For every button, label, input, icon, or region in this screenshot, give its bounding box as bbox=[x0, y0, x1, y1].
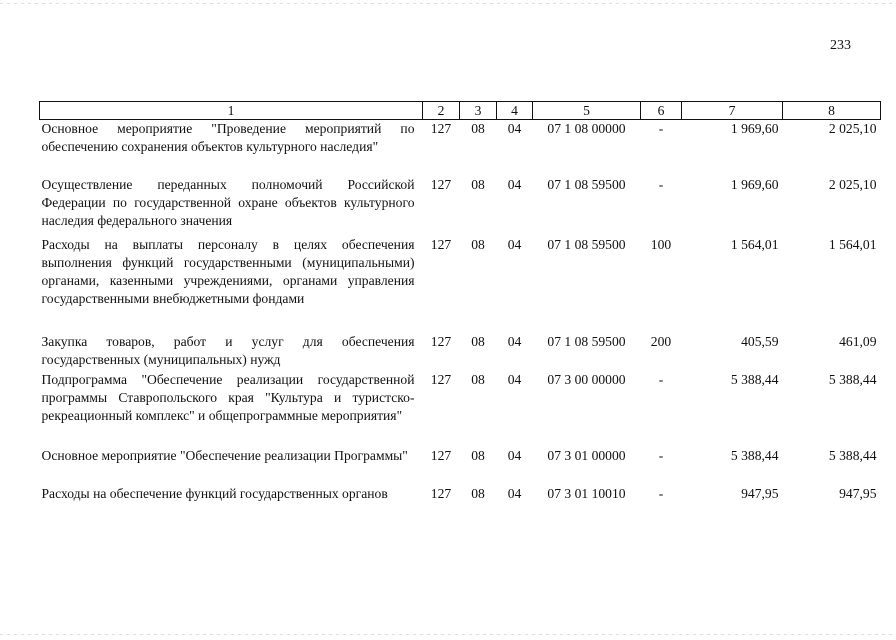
row-section: 08 bbox=[471, 333, 485, 349]
table-row bbox=[40, 120, 881, 176]
row-sum-year1: 5 388,44 bbox=[730, 371, 779, 387]
row-target: 07 3 00 00000 bbox=[547, 371, 626, 387]
row-section: 08 bbox=[471, 447, 485, 463]
row-ministry: 127 bbox=[430, 121, 452, 136]
row-sum-year1: 947,95 bbox=[741, 485, 779, 501]
row-expense-type: - bbox=[658, 121, 664, 136]
row-sum-year2: 2 025,10 bbox=[828, 121, 877, 136]
row-ministry: 127 bbox=[430, 447, 452, 463]
table-row bbox=[40, 333, 881, 371]
row-name: Закупка товаров, работ и услуг для обеспечения государственных (муниципальных) нужд bbox=[41, 333, 415, 367]
row-section: 08 bbox=[471, 236, 485, 252]
budget-table bbox=[39, 101, 881, 523]
header-cell: 8 bbox=[783, 102, 881, 120]
row-ministry: 127 bbox=[430, 485, 452, 501]
row-sum-year2: 5 388,44 bbox=[828, 447, 877, 463]
row-section: 08 bbox=[471, 371, 485, 387]
row-ministry: 127 bbox=[430, 176, 452, 192]
row-target: 07 1 08 00000 bbox=[547, 121, 626, 136]
row-target: 07 3 01 10010 bbox=[547, 485, 626, 501]
row-sum-year1: 5 388,44 bbox=[730, 447, 779, 463]
table-row bbox=[40, 236, 881, 333]
row-sum-year2: 947,95 bbox=[839, 485, 877, 501]
row-name: Расходы на выплаты персоналу в целях обеспечения выполнения функций государственными (муниципальными) органами, казенными учреждениями, органами управления государственными внебюджетными фондами bbox=[41, 236, 415, 306]
row-subsection: 04 bbox=[507, 333, 522, 349]
row-section: 08 bbox=[471, 176, 485, 192]
header-cell: 1 bbox=[40, 102, 423, 120]
row-expense-type: - bbox=[658, 371, 664, 387]
row-sum-year2: 2 025,10 bbox=[828, 176, 877, 192]
header-row bbox=[40, 102, 881, 120]
header-cell: 6 bbox=[641, 102, 682, 120]
row-section: 08 bbox=[471, 485, 485, 501]
row-ministry: 127 bbox=[430, 333, 452, 349]
row-ministry: 127 bbox=[430, 371, 452, 387]
row-expense-type: - bbox=[658, 485, 664, 501]
row-name: Расходы на обеспечение функций государственных органов bbox=[41, 485, 388, 501]
row-target: 07 1 08 59500 bbox=[547, 236, 626, 252]
row-expense-type: - bbox=[658, 447, 664, 463]
header-cell: 4 bbox=[497, 102, 533, 120]
page-number: 233 bbox=[830, 38, 851, 53]
header-cell: 7 bbox=[682, 102, 783, 120]
header-cell: 3 bbox=[460, 102, 497, 120]
row-sum-year2: 1 564,01 bbox=[828, 236, 877, 252]
table-row bbox=[40, 447, 881, 485]
row-subsection: 04 bbox=[507, 447, 522, 463]
row-subsection: 04 bbox=[507, 236, 522, 252]
table-row bbox=[40, 371, 881, 447]
scan-edge-bottom bbox=[0, 634, 896, 635]
table-row bbox=[40, 485, 881, 523]
scan-edge-top bbox=[0, 3, 896, 4]
row-sum-year1: 1 564,01 bbox=[730, 236, 779, 252]
row-subsection: 04 bbox=[507, 485, 522, 501]
row-ministry: 127 bbox=[430, 236, 452, 252]
row-subsection: 04 bbox=[507, 176, 522, 192]
header-cell: 5 bbox=[533, 102, 641, 120]
row-sum-year1: 1 969,60 bbox=[730, 121, 779, 136]
table-row bbox=[40, 176, 881, 236]
row-expense-type: 100 bbox=[650, 236, 672, 252]
header-cell: 2 bbox=[423, 102, 460, 120]
row-sum-year2: 5 388,44 bbox=[828, 371, 877, 387]
row-target: 07 1 08 59500 bbox=[547, 176, 626, 192]
row-name: Основное мероприятие "Обеспечение реализации Программы" bbox=[41, 447, 408, 463]
row-section: 08 bbox=[471, 121, 485, 136]
row-name: Основное мероприятие "Проведение мероприятий по обеспечению сохранения объектов культурного наследия" bbox=[41, 121, 415, 154]
row-expense-type: - bbox=[658, 176, 664, 192]
row-expense-type: 200 bbox=[650, 333, 672, 349]
row-name: Осуществление переданных полномочий Российской Федерации по государственной охране объектов культурного наследия федерального значения bbox=[41, 176, 415, 228]
row-target: 07 1 08 59500 bbox=[547, 333, 626, 349]
row-sum-year2: 461,09 bbox=[839, 333, 877, 349]
row-subsection: 04 bbox=[507, 121, 522, 136]
row-subsection: 04 bbox=[507, 371, 522, 387]
row-sum-year1: 405,59 bbox=[741, 333, 779, 349]
row-name: Подпрограмма "Обеспечение реализации государственной программы Ставропольского края "Культура и туристско-рекреационный комплекс" и общепрограммные мероприятия" bbox=[41, 371, 415, 423]
row-sum-year1: 1 969,60 bbox=[730, 176, 779, 192]
row-target: 07 3 01 00000 bbox=[547, 447, 626, 463]
